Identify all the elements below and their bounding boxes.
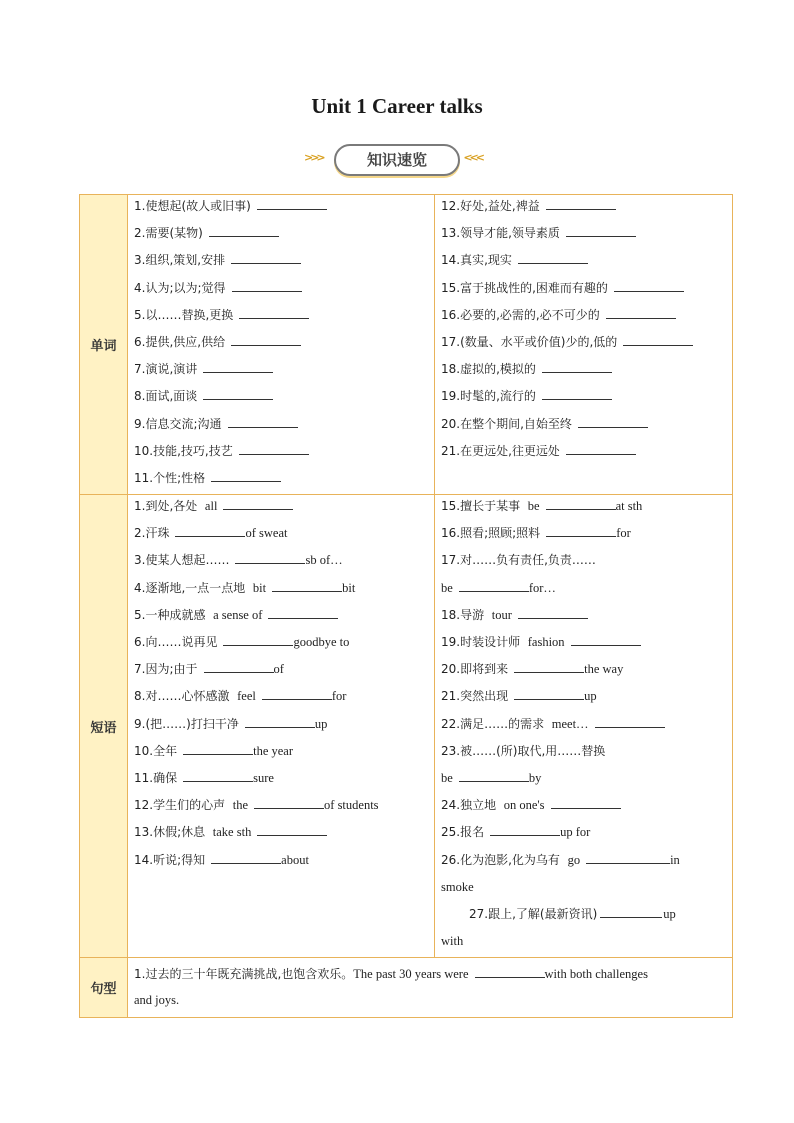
sentences-row: [80, 958, 733, 1018]
answer-blank[interactable]: [578, 414, 648, 428]
phrases-right-column: [435, 495, 733, 958]
answer-blank[interactable]: [546, 523, 616, 537]
list-item: 18.导游 tour: [441, 604, 732, 631]
list-item: 18.虚拟的,模拟的: [441, 358, 732, 385]
right-arrows-icon: <<<: [463, 151, 482, 164]
words-left-list: [128, 195, 434, 494]
words-right-column: [435, 195, 733, 495]
answer-blank[interactable]: [183, 768, 253, 782]
answer-blank[interactable]: [231, 332, 301, 346]
list-item: 1.使想起(故人或旧事): [134, 195, 434, 222]
list-item-continued: with: [441, 934, 464, 949]
list-item: 12.学生们的心声 the of students: [134, 794, 434, 821]
list-item: 2.汗珠 of sweat: [134, 522, 434, 549]
list-item: 5.一种成就感 a sense of: [134, 604, 434, 631]
list-item: 9.信息交流;沟通: [134, 413, 434, 440]
answer-blank[interactable]: [231, 250, 301, 264]
answer-blank[interactable]: [606, 305, 676, 319]
page-title: Unit 1 Career talks: [311, 94, 483, 118]
answer-blank[interactable]: [595, 714, 665, 728]
answer-blank[interactable]: [204, 659, 274, 673]
answer-blank[interactable]: [235, 550, 305, 564]
answer-blank[interactable]: [203, 386, 273, 400]
answer-blank[interactable]: [223, 496, 293, 510]
list-item: 16.必要的,必需的,必不可少的: [441, 304, 732, 331]
answer-blank[interactable]: [257, 822, 327, 836]
list-item: 22.满足……的需求 meet…: [441, 713, 732, 740]
phrases-right-list: [435, 495, 732, 957]
answer-blank[interactable]: [211, 468, 281, 482]
answer-blank[interactable]: [257, 196, 327, 210]
list-item: 17.(数量、水平或价值)少的,低的: [441, 331, 732, 358]
answer-blank[interactable]: [459, 578, 529, 592]
list-item: 25.报名 up for: [441, 821, 732, 848]
answer-blank[interactable]: [518, 605, 588, 619]
list-item: 26.化为泡影,化为乌有 go in: [441, 849, 732, 876]
list-item: 10.技能,技巧,技艺: [134, 440, 434, 467]
list-item: 20.在整个期间,自始至终: [441, 413, 732, 440]
answer-blank[interactable]: [183, 741, 253, 755]
list-item: 12.好处,益处,裨益: [441, 195, 732, 222]
answer-blank[interactable]: [203, 359, 273, 373]
sentence-item: 1.过去的三十年既充满挑战,也饱含欢乐。The past 30 years were with both challenges and joys.: [128, 958, 733, 1018]
answer-blank[interactable]: [623, 332, 693, 346]
vocab-table: [79, 194, 733, 1018]
answer-blank[interactable]: [518, 250, 588, 264]
answer-blank[interactable]: [546, 196, 616, 210]
list-item: 19.时髦的,流行的: [441, 385, 732, 412]
list-item: 6.向……说再见 goodbye to: [134, 631, 434, 658]
list-item-continued: be for…: [441, 577, 732, 604]
answer-blank[interactable]: [254, 795, 324, 809]
list-item: 14.听说;得知 about: [134, 849, 434, 876]
list-item-continued: be by: [441, 767, 732, 794]
answer-blank[interactable]: [223, 632, 293, 646]
list-item: 7.因为;由于 of: [134, 658, 434, 685]
list-item: 13.休假;休息 take sth: [134, 821, 434, 848]
list-item: 24.独立地 on one's: [441, 794, 732, 821]
left-arrows-icon: >>>: [304, 151, 323, 164]
answer-blank[interactable]: [239, 441, 309, 455]
list-item: 23.被……(所)取代,用……替换: [441, 743, 606, 758]
answer-blank[interactable]: [209, 223, 279, 237]
list-item: 6.提供,供应,供给: [134, 331, 434, 358]
words-left-column: [128, 195, 435, 495]
list-item: 15.擅长于某事 be at sth: [441, 495, 732, 522]
list-item-continued: smoke: [441, 879, 474, 894]
answer-blank[interactable]: [551, 795, 621, 809]
answer-blank[interactable]: [239, 305, 309, 319]
list-item: 21.突然出现 up: [441, 685, 732, 712]
answer-blank[interactable]: [245, 714, 315, 728]
category-phrases: 短语: [80, 495, 128, 958]
answer-blank[interactable]: [490, 822, 560, 836]
answer-blank[interactable]: [211, 850, 281, 864]
answer-blank[interactable]: [232, 278, 302, 292]
answer-blank[interactable]: [175, 523, 245, 537]
words-row: [80, 195, 733, 495]
list-item: 20.即将到来 the way: [441, 658, 732, 685]
list-item: 4.逐渐地,一点一点地 bit bit: [134, 577, 434, 604]
list-item: 3.组织,策划,安排: [134, 249, 434, 276]
category-words: 单词: [80, 195, 128, 495]
answer-blank[interactable]: [268, 605, 338, 619]
phrases-row: [80, 495, 733, 958]
list-item: 13.领导才能,领导素质: [441, 222, 732, 249]
list-item: 8.对……心怀感激 feel for: [134, 685, 434, 712]
list-item: 5.以……替换,更换: [134, 304, 434, 331]
answer-blank[interactable]: [262, 686, 332, 700]
answer-blank[interactable]: [459, 768, 529, 782]
answer-blank[interactable]: [272, 578, 342, 592]
list-item: 10.全年 the year: [134, 740, 434, 767]
list-item: 19.时装设计师 fashion: [441, 631, 732, 658]
list-item: 2.需要(某物): [134, 222, 434, 249]
banner-label: 知识速览: [366, 151, 427, 169]
answer-blank[interactable]: [600, 904, 662, 918]
list-item: 17.对……负有责任,负责……: [441, 553, 596, 568]
answer-blank[interactable]: [614, 278, 684, 292]
list-item: 4.认为;以为;觉得: [134, 277, 434, 304]
list-item: 3.使某人想起…… sb of…: [134, 549, 434, 576]
answer-blank[interactable]: [571, 632, 641, 646]
answer-blank[interactable]: [566, 223, 636, 237]
banner-pill: [334, 144, 460, 176]
words-right-list: [435, 195, 732, 467]
answer-blank[interactable]: [514, 686, 584, 700]
phrases-left-list: [128, 495, 434, 876]
answer-blank[interactable]: [586, 850, 670, 864]
answer-blank[interactable]: [475, 964, 545, 978]
list-item: 7.演说,演讲: [134, 358, 434, 385]
list-item: 8.面试,面谈: [134, 385, 434, 412]
answer-blank[interactable]: [546, 496, 616, 510]
list-item: 1.到处,各处 all: [134, 495, 434, 522]
list-item: 15.富于挑战性的,困难而有趣的: [441, 277, 732, 304]
answer-blank[interactable]: [228, 414, 298, 428]
list-item: 16.照看;照顾;照料 for: [441, 522, 732, 549]
answer-blank[interactable]: [566, 441, 636, 455]
answer-blank[interactable]: [542, 386, 612, 400]
section-banner: [300, 142, 490, 178]
answer-blank[interactable]: [514, 659, 584, 673]
list-item: 9.(把……)打扫干净 up: [134, 713, 434, 740]
answer-blank[interactable]: [542, 359, 612, 373]
list-item: 11.个性;性格: [134, 467, 434, 494]
list-item: 21.在更远处,往更远处: [441, 440, 732, 467]
list-item: 27.跟上,了解(最新资讯) up: [441, 903, 732, 930]
list-item: 11.确保 sure: [134, 767, 434, 794]
list-item: 14.真实,现实: [441, 249, 732, 276]
category-sentences: 句型: [80, 958, 128, 1018]
phrases-left-column: [128, 495, 435, 958]
